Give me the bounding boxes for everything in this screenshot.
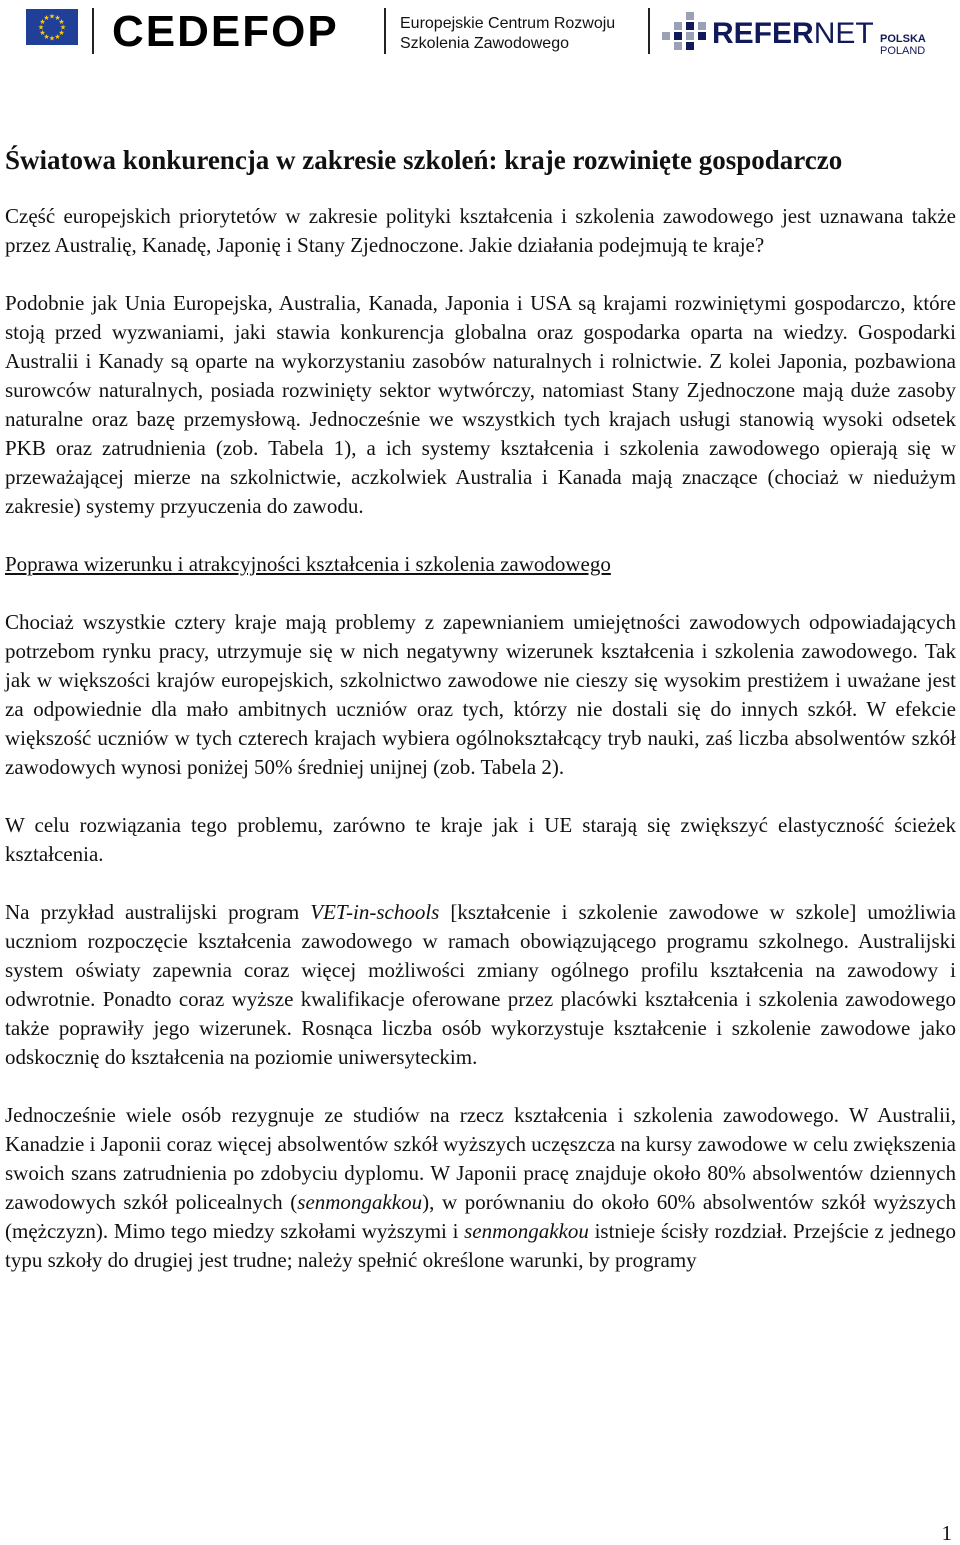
paragraph-text: istnieje ścisły rozdział. Przejście z jednego typu szkoły do drugiej jest trudne; należy spełnić określone warunki, by programy bbox=[5, 1219, 956, 1272]
intro-paragraph: Część europejskich priorytetów w zakresie polityki kształcenia i szkolenia zawodowego jest uznawana także przez Australię, Kanadę, Japonię i Stany Zjednoczone. Jakie działania podejmują te kraje? bbox=[5, 204, 956, 257]
italic-term: senmongakkou bbox=[297, 1190, 423, 1214]
header-divider bbox=[648, 8, 650, 54]
eu-star: ★ bbox=[58, 29, 65, 37]
refernet-country bbox=[880, 33, 926, 57]
paragraph-text: Na przykład australijski program bbox=[5, 900, 311, 924]
refernet-country-line: POLSKA bbox=[880, 33, 926, 45]
body-paragraph: Chociaż wszystkie cztery kraje mają problemy z zapewnianiem umiejętności zawodowych odpowiadających potrzebom rynku pracy, utrzymuje się w nich negatywny wizerunek kształcenia i szkolenia zawodowego. Tak jak w większości krajów europejskich, szkolnictwo zawodowe nie cieszy się wysokim prestiżem i uważane jest za odpowiednie dla mało ambitnych uczniów oraz tych, którzy nie dostali się do innych szkół. W efekcie większość uczniów w tych czterech krajach wybiera ogólnokształcący tryb nauki, zaś liczba absolwentów szkół zawodowych wynosi poniżej 50% średniej unijnej (zob. Tabela 2). bbox=[5, 610, 956, 779]
body-paragraph bbox=[5, 898, 956, 1072]
page-number: 1 bbox=[941, 1521, 952, 1545]
refernet-logo-bold: REFER bbox=[712, 17, 814, 50]
eu-star: ★ bbox=[43, 14, 50, 22]
paragraph-text: Jednocześnie wiele osób rezygnuje ze studiów na rzecz kształcenia i szkolenia zawodowego. W Australii, Kanadzie i Japonii coraz więcej absolwentów szkół wyższych uczęszcza na kursy zawodowe w celu zwiększenia swoich szans zatrudnienia po zdobyciu dyplomu. W Japonii pracę znajduje około 80% absolwentów dziennych zawodowych szkół policealnych ( bbox=[5, 1103, 956, 1214]
section-heading: Poprawa wizerunku i atrakcyjności kształcenia i szkolenia zawodowego bbox=[5, 552, 611, 576]
program-name: VET-in-schools bbox=[310, 900, 440, 924]
paragraph-text: ), w porównaniu do około 60% absolwentów szkół wyższych (mężczyzn). Mimo tego miedzy szkołami wyższymi i bbox=[5, 1190, 957, 1243]
italic-term: senmongakkou bbox=[464, 1219, 589, 1243]
eu-star: ★ bbox=[54, 33, 61, 41]
header-divider bbox=[92, 8, 94, 54]
eu-star: ★ bbox=[59, 23, 67, 32]
document-body bbox=[5, 142, 956, 1275]
page-header bbox=[0, 0, 960, 70]
paragraph-text: [kształcenie i szkolenie zawodowe w szkole] umożliwia uczniom rozpoczęcie kształcenia zawodowego w ramach obowiązującego programu szkolnego. Australijski system oświaty zapewnia coraz więcej możliwości zmiany ogólnego profilu kształcenia na zawodowy i odwrotnie. Ponadto coraz wyższe kwalifikacje oferowane przez placówki kształcenia i szkolenia zawodowego także poprawiły jego wizerunek. Rosnąca liczba osób wykorzystuje kształcenie i szkolenie zawodowe jako odskocznię do kształcenia na poziomie uniwersyteckim. bbox=[5, 900, 956, 1069]
cedefop-subtitle bbox=[400, 14, 615, 54]
eu-star: ★ bbox=[43, 33, 50, 41]
refernet-logo-light: NET bbox=[813, 17, 874, 50]
eu-star: ★ bbox=[39, 29, 46, 37]
eu-flag-icon bbox=[26, 9, 78, 45]
cedefop-subtitle-line: Szkolenia Zawodowego bbox=[400, 35, 569, 52]
eu-star: ★ bbox=[37, 23, 45, 32]
cedefop-subtitle-line: Europejskie Centrum Rozwoju bbox=[400, 15, 616, 32]
refernet-logo bbox=[712, 18, 874, 50]
refernet-country-line: POLAND bbox=[880, 45, 926, 57]
eu-star: ★ bbox=[58, 18, 65, 26]
body-paragraph: W celu rozwiązania tego problemu, zarówno te kraje jak i UE starają się zwiększyć elastyczność ścieżek kształcenia. bbox=[5, 813, 956, 866]
body-paragraph: Podobnie jak Unia Europejska, Australia, Kanada, Japonia i USA są krajami rozwiniętymi gospodarczo, które stoją przed wyzwaniami, jaki stawia konkurencja globalna oraz gospodarka oparta na wiedzy. Gospodarki Australii i Kanady są oparte na wykorzystaniu zasobów naturalnych i rolnictwie. Z kolei Japonia, pozbawiona surowców naturalnych, posiada rozwinięty sektor wytwórczy, natomiast Stany Zjednoczone mają duże zasoby naturalne oraz bazę przemysłową. Jednocześnie we wszystkich tych krajach usługi stanowią wysoki odsetek PKB oraz zatrudnienia (zob. Tabela 1), a ich systemy kształcenia i szkolenia zawodowego opierają się w przeważającej mierze na szkolnictwie, aczkolwiek Australia i Kanada mają znaczące (chociaż w niedużym zakresie) systemy przyuczenia do zawodu. bbox=[5, 291, 956, 518]
cedefop-logo: CEDEFOP bbox=[112, 7, 339, 56]
body-paragraph bbox=[5, 1101, 956, 1275]
eu-star: ★ bbox=[54, 14, 61, 22]
eu-star: ★ bbox=[48, 12, 56, 21]
eu-star: ★ bbox=[48, 34, 56, 43]
page-title: Światowa konkurencja w zakresie szkoleń: kraje rozwinięte gospodarczo bbox=[5, 145, 843, 175]
refernet-grid-icon bbox=[662, 12, 708, 59]
eu-star: ★ bbox=[39, 18, 46, 26]
header-divider bbox=[384, 8, 386, 54]
